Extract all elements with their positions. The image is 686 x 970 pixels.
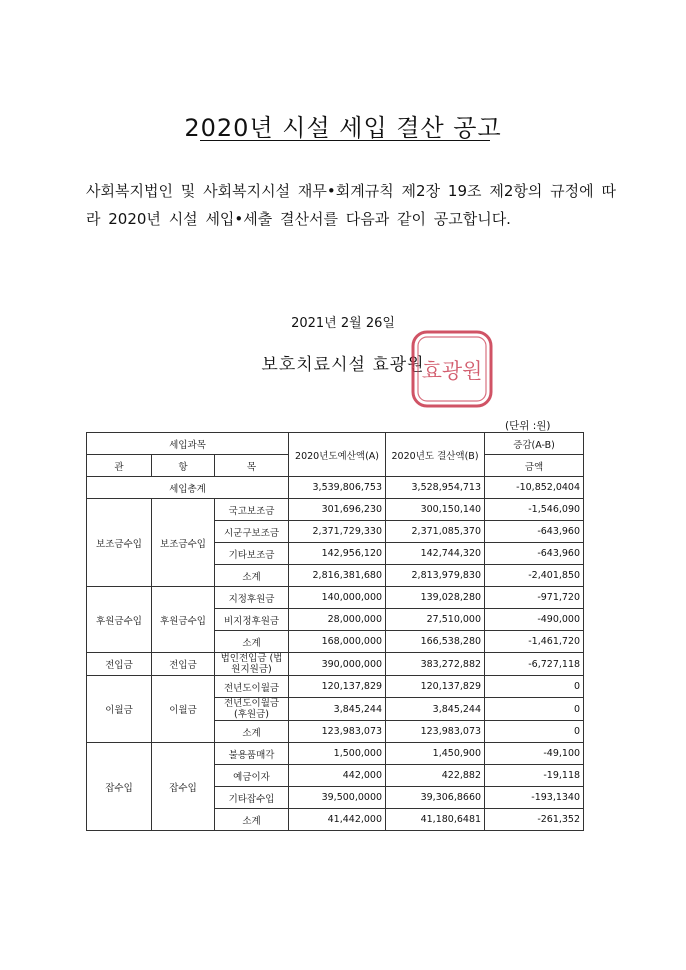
total-diff: -10,852,0404 (485, 477, 584, 499)
mok-cell: 기타보조금 (215, 543, 289, 565)
diff-cell: -261,352 (485, 809, 584, 831)
page-title: 2020년 시설 세입 결산 공고 (184, 114, 502, 142)
official-seal-icon (409, 328, 495, 410)
settlement-cell: 123,983,073 (386, 721, 485, 743)
header-settlement: 2020년도 결산액(B) (386, 433, 485, 477)
header-change: 증감(A-B) (485, 433, 584, 455)
settlement-cell: 27,510,000 (386, 609, 485, 631)
header-amount: 금액 (485, 455, 584, 477)
diff-cell: -1,461,720 (485, 631, 584, 653)
mok-cell: 전년도이월금 (215, 676, 289, 698)
mok-cell: 비지정후원금 (215, 609, 289, 631)
settlement-cell: 2,813,979,830 (386, 565, 485, 587)
header-budget: 2020년도예산액(A) (289, 433, 386, 477)
unit-label: (단위 :원) (505, 420, 551, 432)
announcement-date: 2021년 2월 26일 (291, 316, 395, 331)
title-underline (200, 140, 490, 141)
mok-cell: 소계 (215, 721, 289, 743)
budget-cell: 2,371,729,330 (289, 521, 386, 543)
diff-cell: -6,727,118 (485, 653, 584, 676)
settlement-cell: 120,137,829 (386, 676, 485, 698)
mok-cell: 불용품매각 (215, 743, 289, 765)
seal-text: 효광원 (421, 359, 483, 383)
settlement-cell: 39,306,8660 (386, 787, 485, 809)
budget-cell: 39,500,0000 (289, 787, 386, 809)
mok-cell: 지정후원금 (215, 587, 289, 609)
budget-cell: 168,000,000 (289, 631, 386, 653)
settlement-cell: 422,882 (386, 765, 485, 787)
diff-cell: -971,720 (485, 587, 584, 609)
mok-cell: 소계 (215, 809, 289, 831)
diff-cell: -193,1340 (485, 787, 584, 809)
mok-cell: 소계 (215, 631, 289, 653)
budget-cell: 28,000,000 (289, 609, 386, 631)
diff-cell: -19,118 (485, 765, 584, 787)
budget-cell: 3,845,244 (289, 698, 386, 721)
gwan-cell: 후원금수입 (87, 587, 152, 653)
gwan-cell: 보조금수입 (87, 499, 152, 587)
settlement-cell: 2,371,085,370 (386, 521, 485, 543)
revenue-settlement-table (86, 432, 584, 831)
table-row (87, 587, 584, 609)
header-hang: 항 (152, 455, 215, 477)
hang-cell: 전입금 (152, 653, 215, 676)
budget-cell: 142,956,120 (289, 543, 386, 565)
table-row (87, 653, 584, 676)
hang-cell: 잡수입 (152, 743, 215, 831)
mok-cell: 전년도이월금 (후원금) (215, 698, 289, 721)
budget-cell: 390,000,000 (289, 653, 386, 676)
mok-cell: 국고보조금 (215, 499, 289, 521)
diff-cell: 0 (485, 676, 584, 698)
header-mok: 목 (215, 455, 289, 477)
hang-cell: 후원금수입 (152, 587, 215, 653)
mok-cell: 소계 (215, 565, 289, 587)
diff-cell: -643,960 (485, 543, 584, 565)
total-settlement: 3,528,954,713 (386, 477, 485, 499)
settlement-cell: 383,272,882 (386, 653, 485, 676)
budget-cell: 41,442,000 (289, 809, 386, 831)
settlement-cell: 142,744,320 (386, 543, 485, 565)
header-gwan: 관 (87, 455, 152, 477)
table-row (87, 676, 584, 698)
budget-cell: 140,000,000 (289, 587, 386, 609)
budget-cell: 2,816,381,680 (289, 565, 386, 587)
budget-cell: 123,983,073 (289, 721, 386, 743)
budget-cell: 1,500,000 (289, 743, 386, 765)
total-budget: 3,539,806,753 (289, 477, 386, 499)
settlement-cell: 41,180,6481 (386, 809, 485, 831)
budget-cell: 120,137,829 (289, 676, 386, 698)
hang-cell: 보조금수입 (152, 499, 215, 587)
settlement-cell: 1,450,900 (386, 743, 485, 765)
diff-cell: 0 (485, 721, 584, 743)
gwan-cell: 잡수입 (87, 743, 152, 831)
settlement-cell: 166,538,280 (386, 631, 485, 653)
total-row (87, 477, 584, 499)
total-label: 세입총계 (87, 477, 289, 499)
diff-cell: -643,960 (485, 521, 584, 543)
mok-cell: 예금이자 (215, 765, 289, 787)
mok-cell: 시군구보조금 (215, 521, 289, 543)
diff-cell: -49,100 (485, 743, 584, 765)
diff-cell: 0 (485, 698, 584, 721)
budget-cell: 301,696,230 (289, 499, 386, 521)
settlement-cell: 3,845,244 (386, 698, 485, 721)
diff-cell: -490,000 (485, 609, 584, 631)
settlement-cell: 139,028,280 (386, 587, 485, 609)
table-row (87, 499, 584, 521)
organization-name: 보호치료시설 효광원 (261, 355, 425, 375)
header-account: 세입과목 (87, 433, 289, 455)
hang-cell: 이월금 (152, 676, 215, 743)
table-row (87, 743, 584, 765)
diff-cell: -1,546,090 (485, 499, 584, 521)
gwan-cell: 이월금 (87, 676, 152, 743)
settlement-cell: 300,150,140 (386, 499, 485, 521)
gwan-cell: 전입금 (87, 653, 152, 676)
announcement-text: 사회복지법인 및 사회복지시설 재무•회계규칙 제2장 19조 제2항의 규정에 따라 2020년 시설 세입•세출 결산서를 다음과 같이 공고합니다. (86, 182, 616, 228)
diff-cell: -2,401,850 (485, 565, 584, 587)
mok-cell: 기타잡수입 (215, 787, 289, 809)
budget-cell: 442,000 (289, 765, 386, 787)
mok-cell: 법인전입금 (법원지원금) (215, 653, 289, 676)
